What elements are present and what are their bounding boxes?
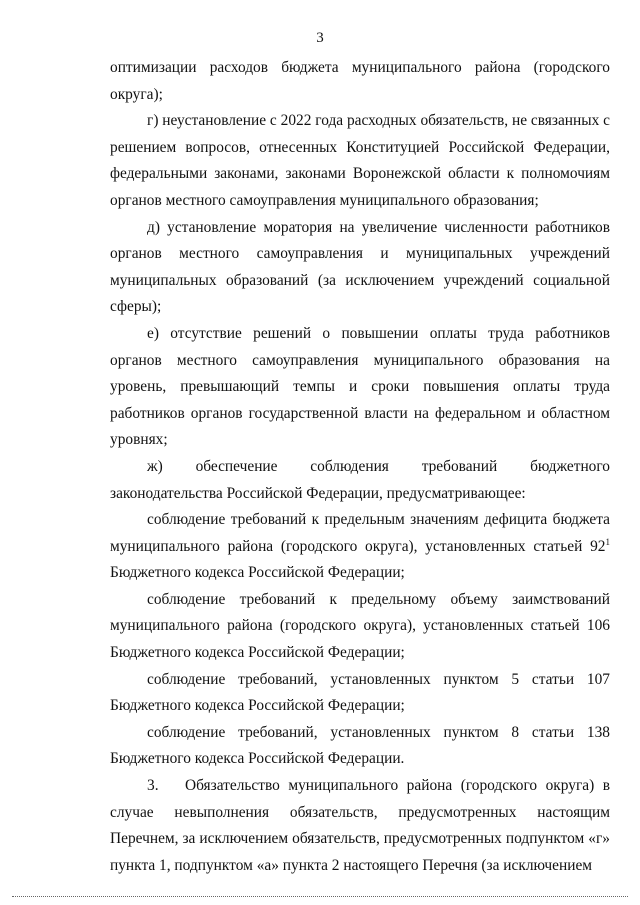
item-3-text: Обязательство муниципального района (городского округа) в случае невыполнения обязательств, предусмотренных настоящим Перечнем, за исключением обязательств, предусмотренных подпунктом «г» пункта 1, подпунктом «а» пункта 2 настоящего Перечня (за исключением: [110, 777, 610, 874]
paragraph-deficit-requirement: [110, 507, 610, 587]
superscript-note: 1: [605, 536, 610, 547]
paragraph-item-e: е) отсутствие решений о повышении оплаты труда работников органов местного самоуправления муниципального образования на уровень, превышающий темпы и сроки повышения оплаты труда работников органов государственной власти на федеральном и областном уровнях;: [110, 324, 610, 449]
deficit-tail: Бюджетного кодекса Российской Федерации;: [110, 564, 405, 582]
page-bottom-edge: [12, 896, 628, 897]
paragraph-item-zh: ж) обеспечение соблюдения требований бюджетного законодательства Российской Федерации, предусматривающее:: [110, 457, 610, 502]
item-number: 3.: [147, 777, 159, 795]
paragraph-item-3: [110, 773, 610, 879]
paragraph-item-g: г) неустановление с 2022 года расходных обязательств, не связанных с решением вопросов, отнесенных Конституцией Российской Федерации, федеральными законами, законами Воронежской области к полномочиям органов местного самоуправления муниципального образования;: [110, 112, 610, 209]
page-number: 3: [316, 30, 324, 46]
paragraph-item-d: д) установление моратория на увеличение численности работников органов местного самоуправления и муниципальных учреждений муниципальных образований (за исключением учреждений социальной сферы);: [110, 218, 610, 316]
paragraph-article-107-requirement: соблюдение требований, установленных пунктом 5 статьи 107 Бюджетного кодекса Российской Федерации;: [110, 670, 610, 715]
paragraph-article-138-requirement: соблюдение требований, установленных пунктом 8 статьи 138 Бюджетного кодекса Российской Федерации.: [110, 723, 610, 768]
paragraph-borrowing-requirement: соблюдение требований к предельному объему заимствований муниципального района (городского округа), установленных статьей 106 Бюджетного кодекса Российской Федерации;: [110, 590, 610, 662]
paragraph-continuation: оптимизации расходов бюджета муниципального района (городского округа);: [110, 59, 610, 103]
document-body: [110, 55, 610, 879]
deficit-text: соблюдение требований к предельным значениям дефицита бюджета муниципального района (городского округа), установленных статьей 92: [110, 511, 610, 555]
